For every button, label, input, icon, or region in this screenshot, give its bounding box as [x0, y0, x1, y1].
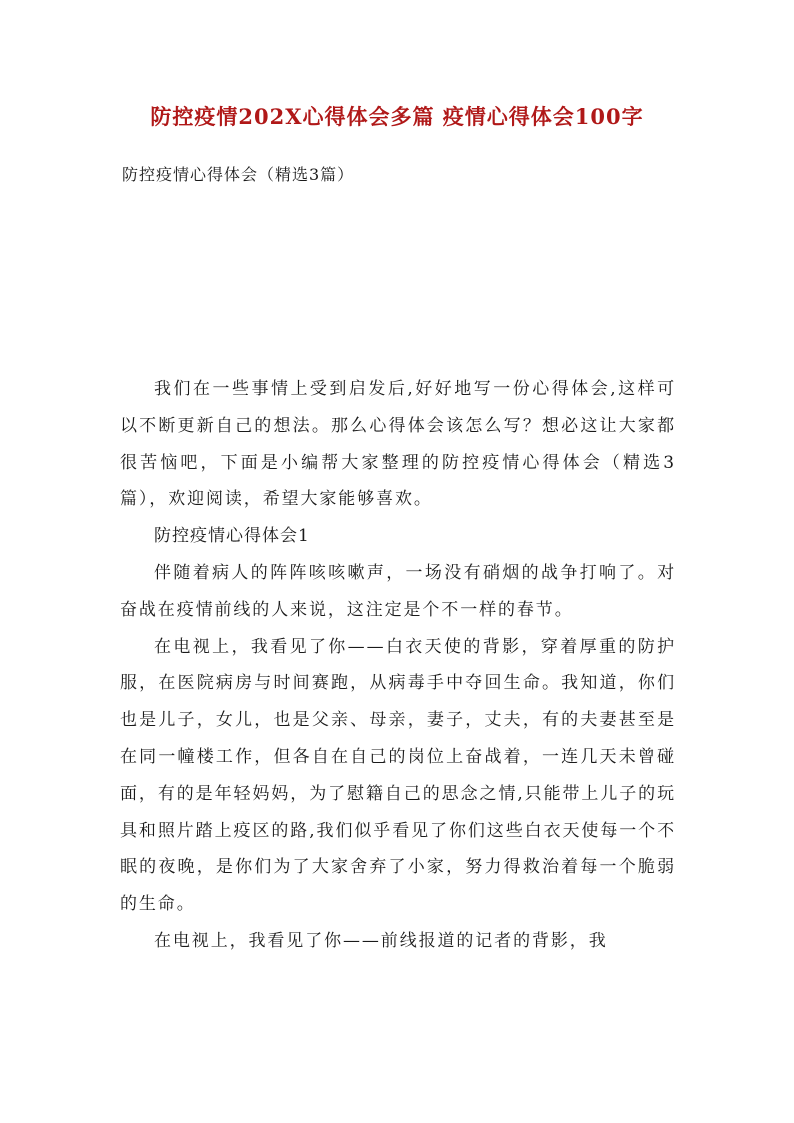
document-body [120, 371, 676, 960]
body-paragraph: 伴随着病人的阵阵咳咳嗽声，一场没有硝烟的战争打响了。对奋战在疫情前线的人来说，这注定是个不一样的春节。 [120, 562, 676, 620]
body-paragraph: 在电视上，我看见了你——白衣天使的背影，穿着厚重的防护服，在医院病房与时间赛跑，从病毒手中夺回生命。我知道，你们也是儿子，女儿，也是父亲、母亲，妻子，丈夫，有的夫妻甚至是在同一幢楼工作，但各自在自己的岗位上奋战着，一连几天未曾碰面，有的是年轻妈妈，为了慰籍自己的思念之情,只能带上儿子的玩具和照片踏上疫区的路,我们似乎看见了你们这些白衣天使每一个不眠的夜晚，是你们为了大家舍弃了小家，努力得救治着每一个脆弱的生命。 [120, 636, 676, 915]
intro-paragraph: 我们在一些事情上受到启发后,好好地写一份心得体会,这样可以不断更新自己的想法。那么心得体会该怎么写？想必这让大家都很苦恼吧，下面是小编帮大家整理的防控疫情心得体会（精选3篇），欢迎阅读，希望大家能够喜欢。 [120, 379, 676, 510]
document-title: 防控疫情202X心得体会多篇 疫情心得体会100字 [150, 104, 644, 129]
document-subtitle: 防控疫情心得体会（精选3篇） [122, 165, 355, 184]
body-paragraph: 在电视上，我看见了你——前线报道的记者的背影，我 [154, 930, 608, 951]
section-heading: 防控疫情心得体会1 [154, 526, 310, 547]
